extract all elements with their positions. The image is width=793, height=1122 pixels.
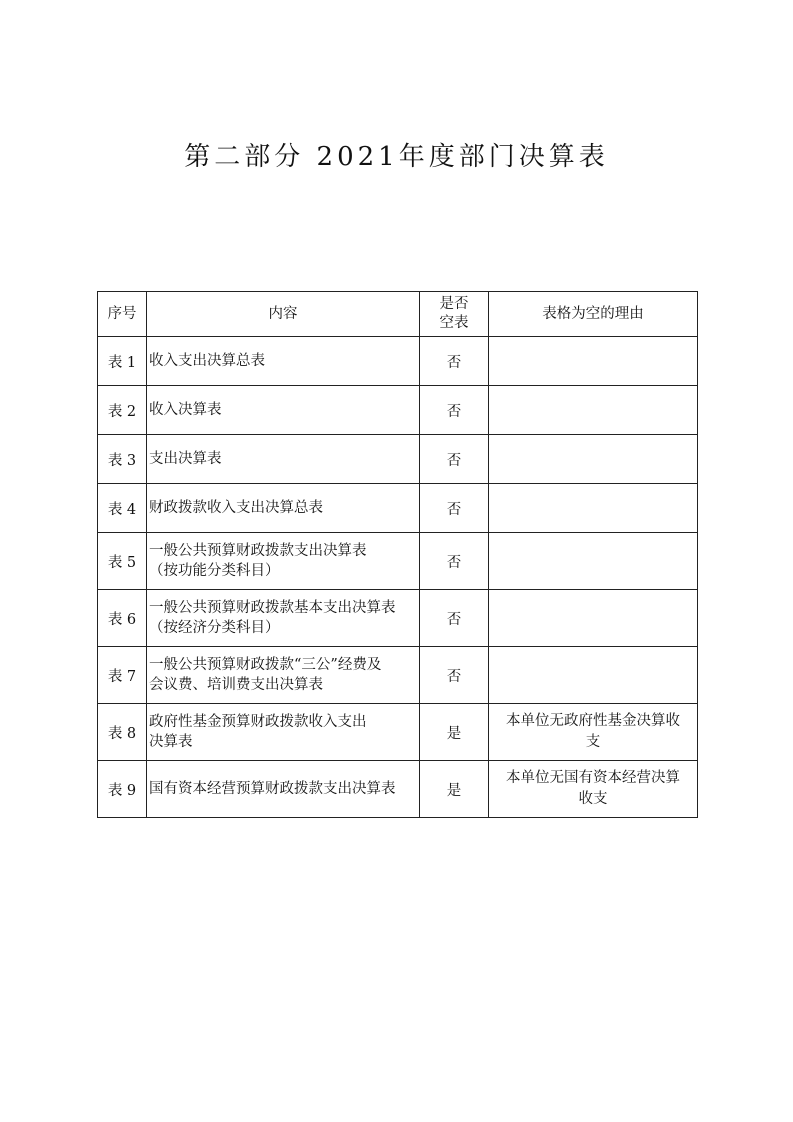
row-content xyxy=(147,386,420,435)
row-reason xyxy=(489,647,698,704)
row-content-line: 会议费、培训费支出决算表 xyxy=(149,677,323,693)
table-row xyxy=(98,533,698,590)
row-number: 表 5 xyxy=(98,533,147,590)
row-is-empty: 否 xyxy=(420,647,489,704)
row-number: 表 2 xyxy=(98,386,147,435)
table-row xyxy=(98,647,698,704)
row-content xyxy=(147,590,420,647)
row-reason xyxy=(489,386,698,435)
row-reason-line: 收支 xyxy=(578,791,608,807)
budget-table-list xyxy=(97,291,698,818)
row-number: 表 1 xyxy=(98,337,147,386)
row-content xyxy=(147,761,420,818)
row-content xyxy=(147,533,420,590)
table-row xyxy=(98,435,698,484)
row-content xyxy=(147,704,420,761)
table-header-row xyxy=(98,292,698,337)
table-row xyxy=(98,484,698,533)
row-content-line: 支出决算表 xyxy=(149,451,222,467)
row-content-line: 一般公共预算财政拨款“三公”经费及 xyxy=(149,657,382,673)
row-content xyxy=(147,435,420,484)
row-content-line: （按功能分类科目） xyxy=(149,563,280,579)
row-number: 表 6 xyxy=(98,590,147,647)
row-reason xyxy=(489,484,698,533)
row-is-empty: 否 xyxy=(420,386,489,435)
row-is-empty: 否 xyxy=(420,484,489,533)
header-reason: 表格为空的理由 xyxy=(489,292,698,337)
row-reason xyxy=(489,533,698,590)
header-is-empty xyxy=(420,292,489,337)
row-content-line: 一般公共预算财政拨款支出决算表 xyxy=(149,543,367,559)
page-title: 第二部分 2021年度部门决算表 xyxy=(184,142,609,172)
row-number: 表 3 xyxy=(98,435,147,484)
row-number: 表 9 xyxy=(98,761,147,818)
row-content-line: 一般公共预算财政拨款基本支出决算表 xyxy=(149,600,396,616)
row-reason-line: 支 xyxy=(585,734,601,750)
row-content-line: 财政拨款收入支出决算总表 xyxy=(149,500,323,516)
table-row xyxy=(98,761,698,818)
row-is-empty: 否 xyxy=(420,590,489,647)
row-number: 表 7 xyxy=(98,647,147,704)
row-is-empty: 否 xyxy=(420,533,489,590)
table-row xyxy=(98,590,698,647)
row-is-empty: 否 xyxy=(420,337,489,386)
row-reason xyxy=(489,704,698,761)
row-content xyxy=(147,647,420,704)
table-row xyxy=(98,386,698,435)
row-reason xyxy=(489,761,698,818)
row-reason-line: 本单位无政府性基金决算收 xyxy=(506,713,680,729)
row-content xyxy=(147,484,420,533)
row-reason xyxy=(489,590,698,647)
header-is-empty-line1: 是否 xyxy=(439,296,469,312)
header-no: 序号 xyxy=(98,292,147,337)
header-content: 内容 xyxy=(147,292,420,337)
row-reason xyxy=(489,435,698,484)
table-row xyxy=(98,337,698,386)
row-number: 表 4 xyxy=(98,484,147,533)
row-is-empty: 是 xyxy=(420,761,489,818)
row-content-line: 决算表 xyxy=(149,734,193,750)
row-number: 表 8 xyxy=(98,704,147,761)
row-content-line: 国有资本经营预算财政拨款支出决算表 xyxy=(149,781,396,797)
row-content xyxy=(147,337,420,386)
row-reason xyxy=(489,337,698,386)
row-content-line: 收入支出决算总表 xyxy=(149,353,265,369)
row-content-line: 政府性基金预算财政拨款收入支出 xyxy=(149,714,367,730)
row-is-empty: 否 xyxy=(420,435,489,484)
row-content-line: 收入决算表 xyxy=(149,402,222,418)
table-row xyxy=(98,704,698,761)
row-reason-line: 本单位无国有资本经营决算 xyxy=(506,770,680,786)
row-content-line: （按经济分类科目） xyxy=(149,620,280,636)
header-is-empty-line2: 空表 xyxy=(439,315,469,331)
row-is-empty: 是 xyxy=(420,704,489,761)
